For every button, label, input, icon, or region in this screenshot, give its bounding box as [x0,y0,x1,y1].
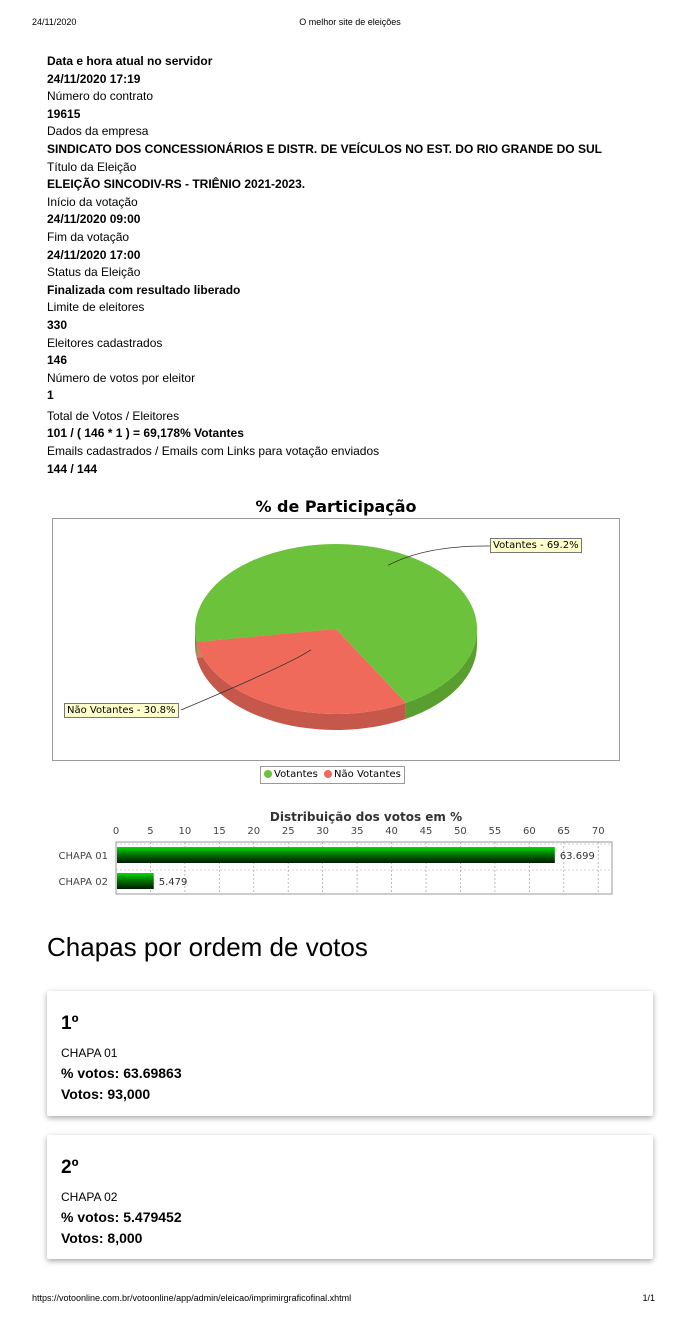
bar-x-tick-label: 60 [522,826,536,837]
result-card-1 [47,991,653,1116]
print-url: https://votoonline.com.br/votoonline/app/admin/eleicao/imprimirgraficofinal.xhtml [32,1293,352,1303]
print-site-title: O melhor site de eleições [299,17,401,27]
info-label-registered-voters: Eleitores cadastrados [47,335,163,350]
result-name: CHAPA 02 [61,1190,118,1204]
print-page-number: 1/1 [642,1293,655,1303]
info-label-votes-per-voter: Número de votos por eleitor [47,370,196,385]
bar-category-label: CHAPA 01 [58,851,108,862]
info-value-voting-end: 24/11/2020 17:00 [47,247,141,262]
info-value-status: Finalizada com resultado liberado [47,282,241,297]
legend-votantes: Votantes [274,769,318,780]
result-votes: Votos: 8,000 [61,1230,143,1246]
result-rank: 1º [61,1013,79,1034]
info-value-emails: 144 / 144 [47,461,98,476]
bar-x-tick-label: 45 [419,826,433,837]
pie-chart [52,518,620,761]
bar-x-tick-label: 25 [281,826,295,837]
info-value-contract: 19615 [47,106,81,121]
pie-legend [260,766,405,784]
bar-x-tick-label: 5 [147,826,154,837]
result-card-2 [47,1135,653,1259]
legend-nao-votantes-swatch [324,770,332,778]
info-label-voter-limit: Limite de eleitores [47,300,145,315]
legend-votantes-swatch [264,770,272,778]
result-votes: Votos: 93,000 [61,1086,151,1102]
info-value-voting-start: 24/11/2020 09:00 [47,212,141,227]
info-value-registered-voters: 146 [47,353,68,368]
legend-nao-votantes: Não Votantes [334,769,401,780]
result-percent: % votos: 63.69863 [61,1065,182,1081]
bar-chapa-01 [117,847,555,863]
bar-x-tick-label: 55 [488,826,502,837]
bar-chart [0,820,700,900]
result-rank: 2º [61,1157,79,1178]
bar-x-tick-label: 70 [591,826,605,837]
info-value-company: SINDICATO DOS CONCESSIONÁRIOS E DISTR. DE VEÍCULOS NO EST. DO RIO GRANDE DO SUL [47,141,602,156]
bar-chart-title: Distribuição dos votos em % [269,810,463,824]
bar-chapa-02 [117,873,154,889]
bar-x-tick-label: 15 [212,826,226,837]
info-value-votes-per-voter: 1 [47,388,54,403]
pie-chart-title: % de Participação [255,497,417,516]
info-label-company: Dados da empresa [47,124,149,139]
print-date: 24/11/2020 [32,17,77,27]
pie-label-votantes: Votantes - 69.2% [490,538,582,553]
bar-value-label: 63.699 [559,851,595,862]
bar-x-tick-label: 35 [350,826,364,837]
pie-chart-canvas [53,519,619,760]
bar-x-tick-label: 50 [454,826,467,837]
bar-x-tick-label: 20 [247,826,261,837]
print-header [32,17,668,31]
bar-x-tick-label: 65 [557,826,571,837]
bar-x-tick-label: 0 [112,826,120,837]
info-label-voting-start: Início da votação [47,194,138,209]
result-name: CHAPA 01 [61,1046,118,1060]
info-value-voter-limit: 330 [47,317,68,332]
info-label-server-time: Data e hora atual no servidor [47,54,213,68]
print-footer [32,1293,655,1307]
pie-label-nao-votantes: Não Votantes - 30.8% [64,703,179,718]
bar-category-label: CHAPA 02 [58,877,108,888]
result-percent: % votos: 5.479452 [61,1209,182,1225]
info-label-contract: Número do contrato [47,89,154,104]
bar-value-label: 5.479 [158,877,188,888]
info-label-total-votes: Total de Votos / Eleitores [47,408,180,423]
info-label-voting-end: Fim da votação [47,229,130,244]
bar-x-tick-label: 30 [316,826,330,837]
section-title: Chapas por ordem de votos [47,932,368,962]
bar-x-tick-label: 10 [178,826,192,837]
election-info [47,53,667,478]
info-label-status: Status da Eleição [47,265,141,280]
info-value-election-title: ELEIÇÃO SINCODIV-RS - TRIÊNIO 2021-2023. [47,177,306,192]
bar-x-tick-label: 40 [385,826,398,837]
info-value-server-time: 24/11/2020 17:19 [47,71,141,86]
info-value-total-votes: 101 / ( 146 * 1 ) = 69,178% Votantes [47,426,244,441]
info-label-election-title: Título da Eleição [47,159,137,174]
info-label-emails: Emails cadastrados / Emails com Links para votação enviados [47,444,380,459]
